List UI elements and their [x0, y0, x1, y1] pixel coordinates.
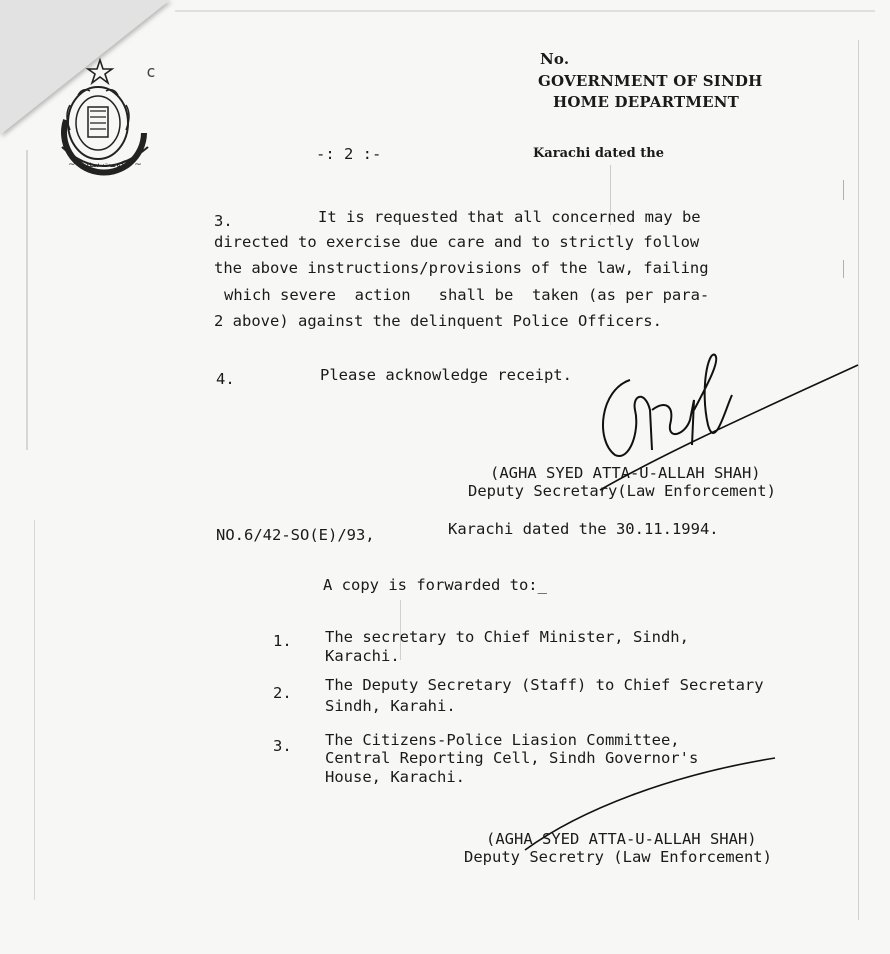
- paragraph-3-line: the above instructions/provisions of the law, failing: [214, 259, 709, 277]
- reference-dated: Karachi dated the 30.11.1994.: [448, 520, 719, 538]
- recipient-line: Karachi.: [325, 647, 400, 665]
- header-department: HOME DEPARTMENT: [553, 93, 740, 111]
- recipient-line: House, Karachi.: [325, 768, 465, 786]
- paragraph-3-line: It is requested that all concerned may be: [318, 208, 701, 226]
- recipient-line: Sindh, Karahi.: [325, 697, 456, 715]
- paragraph-3-number: 3.: [214, 212, 233, 230]
- paragraph-4-text: Please acknowledge receipt.: [320, 366, 572, 384]
- recipient-line: The Citizens-Police Liasion Committee,: [325, 731, 680, 749]
- svg-text:~ حکومت سندھ ~: ~ حکومت سندھ ~: [68, 160, 142, 170]
- header-government: GOVERNMENT OF SINDH: [538, 72, 763, 90]
- scan-mark: c: [146, 62, 156, 81]
- signatory-2-name: (AGHA SYED ATTA-U-ALLAH SHAH): [486, 830, 757, 848]
- paragraph-3-line: which severe action shall be taken (as per para-: [224, 286, 710, 304]
- recipient-line: The Deputy Secretary (Staff) to Chief Secretary: [325, 676, 764, 694]
- paragraph-4-number: 4.: [216, 370, 235, 388]
- signatory-1-name: (AGHA SYED ATTA-U-ALLAH SHAH): [490, 464, 761, 482]
- reference-number: NO.6/42-SO(E)/93,: [216, 526, 375, 544]
- recipient-line: The secretary to Chief Minister, Sindh,: [325, 628, 689, 646]
- recipient-line: Central Reporting Cell, Sindh Governor's: [325, 749, 699, 767]
- paragraph-3-line: directed to exercise due care and to strictly follow: [214, 233, 700, 251]
- signatory-1-title: Deputy Secretary(Law Enforcement): [468, 482, 776, 500]
- government-emblem-seal: [48, 55, 160, 180]
- header-dated-label: Karachi dated the: [533, 146, 664, 161]
- recipient-number: 2.: [273, 684, 292, 702]
- recipient-number: 3.: [273, 737, 292, 755]
- paragraph-3-line: 2 above) against the delinquent Police Officers.: [214, 312, 662, 330]
- copy-forwarded-label: A copy is forwarded to:_: [323, 576, 547, 594]
- header-no-label: No.: [540, 50, 570, 68]
- page-marker: -: 2 :-: [316, 145, 382, 163]
- recipient-number: 1.: [273, 632, 292, 650]
- signatory-2-title: Deputy Secretry (Law Enforcement): [464, 848, 772, 866]
